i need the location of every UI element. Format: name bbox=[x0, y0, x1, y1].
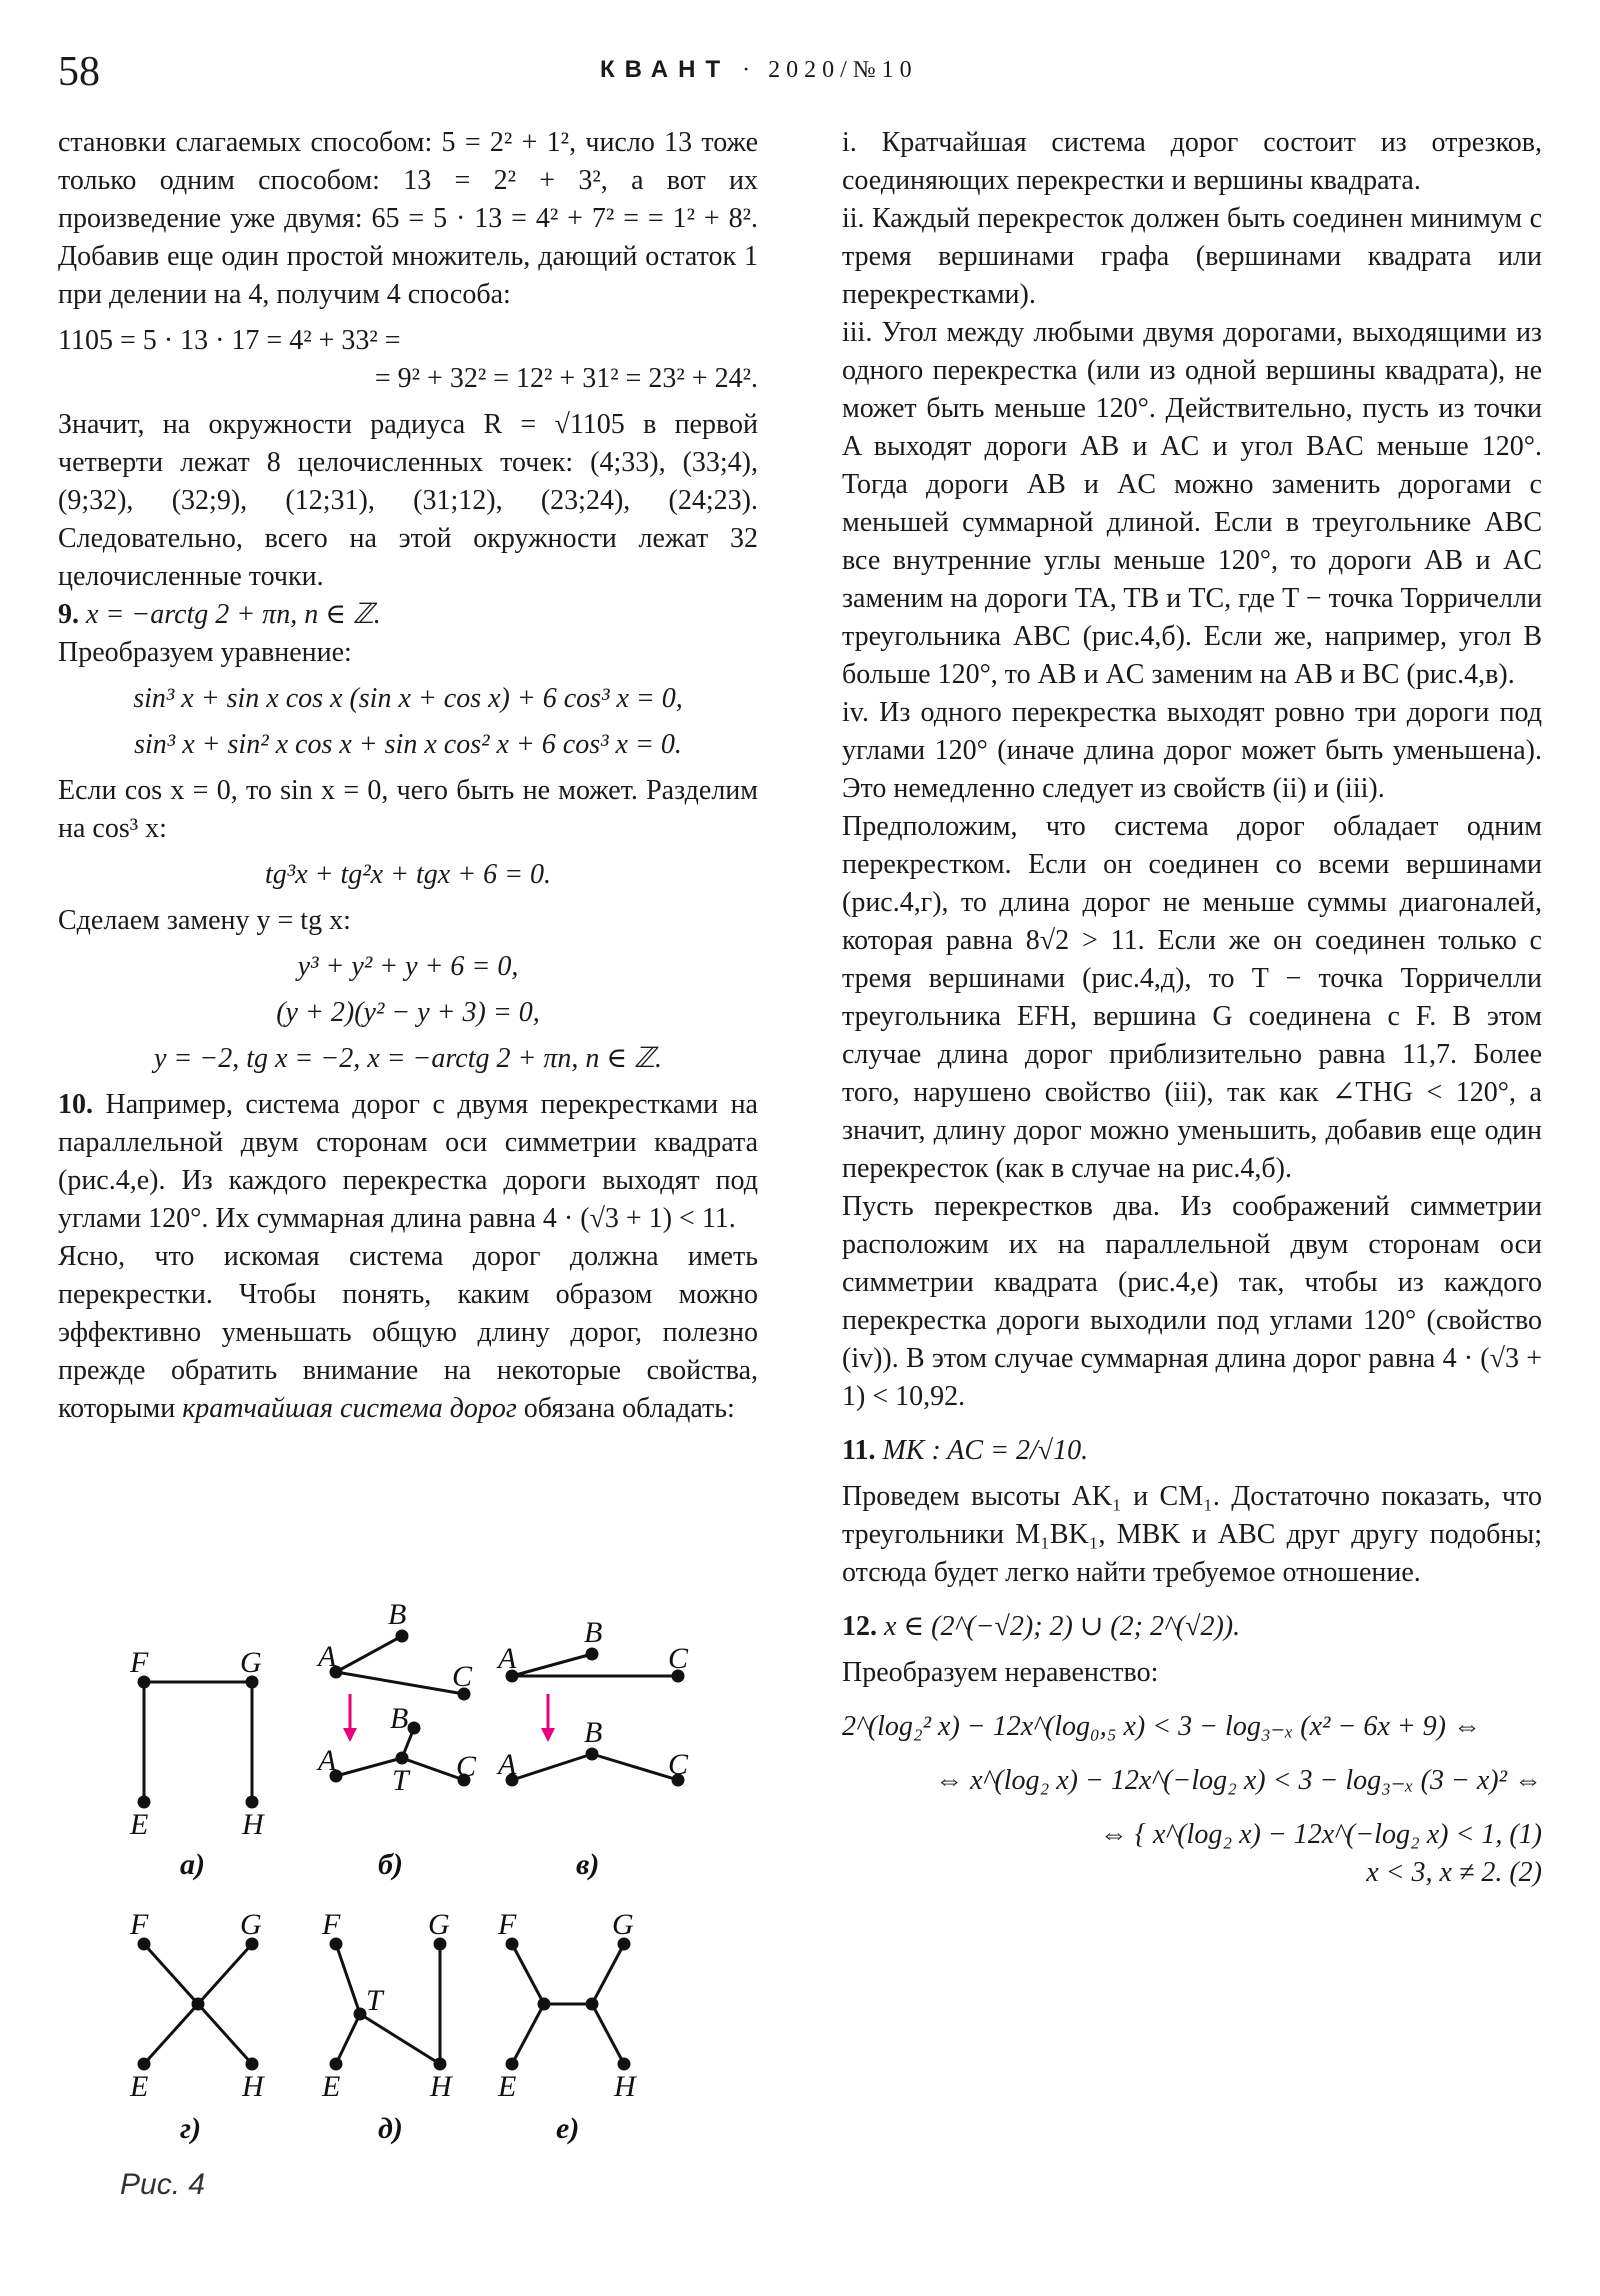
vertex-label: E bbox=[498, 2070, 517, 2103]
vertex-label: C bbox=[668, 1748, 689, 1781]
equation: = 9² + 32² = 12² + 31² = 23² + 24². bbox=[374, 363, 758, 394]
vertex-label: E bbox=[322, 2070, 341, 2103]
vertex-label: B bbox=[390, 1702, 409, 1735]
property-iv: iv. Из одного перекрестка выходят ровно три дороги под углами 120° (иначе длина дорог может быть уменьшена). Это немедленно следует из свойств (ii) и (iii). bbox=[842, 697, 1542, 804]
vertex-label: C bbox=[668, 1642, 689, 1675]
paragraph: Ясно, что искомая система дорог должна иметь перекрестки. Чтобы понять, каким образом можно эффективно уменьшать общую длину дорог, полезно прежде обратить внимание на некоторые свойства, которыми кратчайшая система дорог обязана обладать: bbox=[58, 1241, 758, 1424]
panel-g bbox=[139, 1939, 257, 2069]
equation: ⇔ { x^(log₂ x) − 12x^(−log₂ x) < 1, (1) bbox=[1099, 1819, 1542, 1850]
equation: sin³ x + sin x cos x (sin x + cos x) + 6 cos³ x = 0, bbox=[133, 683, 683, 714]
issue-number: · 2020/№10 bbox=[742, 57, 918, 83]
vertex-label: F bbox=[130, 1908, 149, 1941]
vertex-label: H bbox=[242, 1808, 264, 1841]
vertex-label: E bbox=[130, 2070, 149, 2103]
vertex-label: F bbox=[498, 1908, 517, 1941]
vertex-label: H bbox=[614, 2070, 636, 2103]
paragraph: становки слагаемых способом: 5 = 2² + 1², число 13 тоже только одним способом: 13 = 2² + 3², а вот их произведение уже двумя: 65 = 5 · 13 = 4² + 7² = = 1² + 8². Добавив еще один простой множитель, дающий остаток 1 при делении на 4, получим 4 способа: bbox=[58, 127, 758, 310]
vertex-label: G bbox=[612, 1908, 634, 1941]
panel-a bbox=[139, 1677, 257, 1807]
panel-label: д) bbox=[378, 2112, 403, 2145]
arrow-down-icon bbox=[541, 1694, 555, 1742]
property-ii: ii. Каждый перекресток должен быть соединен минимум с тремя вершинами графа (вершинами квадрата или перекрестками). bbox=[842, 203, 1542, 310]
paragraph: Пусть перекрестков два. Из соображений симметрии расположим их на параллельной двум сторонам оси симметрии квадрата (рис.4,е) так, чтобы из каждого перекрестка дороги выходили под углами 120° (свойство (iv)). В этом случае суммарная длина дорог равна 4 · (√3 + 1) < 10,92. bbox=[842, 1191, 1542, 1412]
vertex-label: H bbox=[242, 2070, 264, 2103]
left-column bbox=[58, 124, 758, 1428]
panel-label: г) bbox=[180, 2112, 202, 2145]
problem-10-text: 10. Например, система дорог с двумя перекрестками на параллельной двум сторонам оси симметрии квадрата (рис.4,е). Из каждого перекрестка дороги выходят под углами 120°. Их суммарная длина равна 4 · (√3 + 1) < 11. bbox=[58, 1089, 758, 1234]
equation: x < 3, x ≠ 2. (2) bbox=[1366, 1857, 1542, 1888]
paragraph: Если cos x = 0, то sin x = 0, чего быть не может. Разделим на cos³ x: bbox=[58, 775, 758, 844]
vertex-label: G bbox=[240, 1646, 262, 1679]
equation: y³ + y² + y + 6 = 0, bbox=[297, 951, 519, 982]
paragraph: Сделаем замену y = tg x: bbox=[58, 905, 351, 936]
vertex-label: T bbox=[366, 1984, 383, 2017]
vertex-label: H bbox=[430, 2070, 452, 2103]
equation: (y + 2)(y² − y + 3) = 0, bbox=[276, 997, 540, 1028]
vertex-label: T bbox=[392, 1764, 409, 1797]
vertex-label: C bbox=[456, 1750, 477, 1783]
problem-12-answer: 12. x ∈ (2^(−√2); 2) ∪ (2; 2^(√2)). bbox=[842, 1611, 1241, 1642]
property-iii: iii. Угол между любыми двумя дорогами, выходящими из одного перекрестка (или из одной вершины квадрата), не может быть меньше 120°. Действительно, пусть из точки A выходят дороги AB и AC и угол BAC меньше 120°. Тогда дороги AB и AC можно заменить дорогами с меньшей суммарной длиной. Если в треугольнике ABC все внутренние углы меньше 120°, то дороги AB и AC заменим на дороги TA, TB и TC, где T − точка Торричелли треугольника ABC (рис.4,б). Если же, например, угол B больше 120°, то AB и AC заменим на AB и BC (рис.4,в). bbox=[842, 317, 1542, 690]
equation: y = −2, tg x = −2, x = −arctg 2 + πn, n ∈ ℤ. bbox=[154, 1043, 662, 1074]
panel-label: б) bbox=[378, 1848, 403, 1881]
problem-9-answer: 9. x = −arctg 2 + πn, n ∈ ℤ. bbox=[58, 599, 381, 630]
paragraph: Преобразуем уравнение: bbox=[58, 637, 352, 668]
paragraph: Значит, на окружности радиуса R = √1105 в первой четверти лежат 8 целочисленных точек: (4;33), (33;4), (9;32), (32;9), (12;31), (31;12), (23;24), (24;23). Следовательно, всего на этой окружности лежат 32 целочисленные точки. bbox=[58, 409, 758, 592]
vertex-label: A bbox=[498, 1748, 517, 1781]
paragraph: Проведем высоты AK₁ и CM₁. Достаточно показать, что треугольники M₁BK₁, MBK и ABC друг другу подобны; отсюда будет легко найти требуемое отношение. bbox=[842, 1481, 1542, 1588]
figure-4 bbox=[100, 1590, 820, 2170]
property-i: i. Кратчайшая система дорог состоит из отрезков, соединяющих перекрестки и вершины квадрата. bbox=[842, 127, 1542, 196]
panel-label: е) bbox=[556, 2112, 580, 2145]
paragraph: Предположим, что система дорог обладает одним перекрестком. Если он соединен со всеми вершинами (рис.4,г), то длина дорог не меньше суммы диагоналей, которая равна 8√2 > 11. Если же он соединен только с тремя вершинами (рис.4,д), то T − точка Торричелли треугольника EFH, вершина G соединена с F. В этом случае длина дорог приблизительно равна 11,7. Более того, нарушено свойство (iii), так как ∠THG < 120°, а значит, длину дорог можно уменьшить, добавив еще один перекресток (как в случае на рис.4,б). bbox=[842, 811, 1542, 1184]
equation: tg³x + tg²x + tgx + 6 = 0. bbox=[265, 859, 551, 890]
vertex-label: F bbox=[130, 1646, 149, 1679]
vertex-label: B bbox=[584, 1616, 603, 1649]
vertex-label: C bbox=[452, 1660, 473, 1693]
vertex-label: B bbox=[388, 1598, 407, 1631]
problem-11-answer: 11. MK : AC = 2/√10. bbox=[842, 1435, 1089, 1466]
vertex-label: E bbox=[130, 1808, 149, 1841]
journal-title: КВАНТ bbox=[600, 56, 731, 83]
equation: ⇔ x^(log₂ x) − 12x^(−log₂ x) < 3 − log₃₋ₓ (3 − x)² ⇔ bbox=[935, 1765, 1542, 1796]
paragraph: Преобразуем неравенство: bbox=[842, 1657, 1159, 1688]
equation: 2^(log₂² x) − 12x^(log₀,₅ x) < 3 − log₃₋ₓ (x² − 6x + 9) ⇔ bbox=[842, 1711, 1481, 1742]
vertex-label: G bbox=[240, 1908, 262, 1941]
equation: 1105 = 5 · 13 · 17 = 4² + 33² = bbox=[58, 325, 401, 356]
vertex-label: F bbox=[322, 1908, 341, 1941]
vertex-label: B bbox=[584, 1716, 603, 1749]
vertex-label: A bbox=[498, 1642, 517, 1675]
vertex-label: A bbox=[318, 1744, 337, 1777]
equation: sin³ x + sin² x cos x + sin x cos² x + 6 cos³ x = 0. bbox=[134, 729, 682, 760]
panel-label: в) bbox=[576, 1848, 600, 1881]
running-head bbox=[600, 56, 918, 84]
vertex-label: A bbox=[318, 1640, 337, 1673]
panel-d bbox=[331, 1939, 445, 2069]
figure-caption: Рис. 4 bbox=[120, 2168, 206, 2201]
panel-label: а) bbox=[180, 1848, 205, 1881]
page-number: 58 bbox=[58, 49, 100, 95]
right-column bbox=[842, 124, 1542, 1892]
arrow-down-icon bbox=[343, 1694, 357, 1742]
vertex-label: G bbox=[428, 1908, 450, 1941]
panel-e bbox=[507, 1939, 629, 2069]
